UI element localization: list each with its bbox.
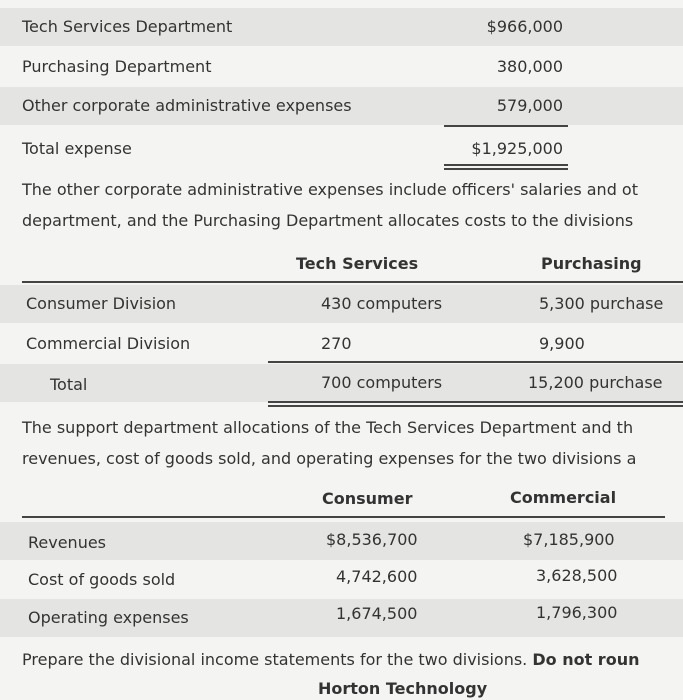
division-row [0,599,683,637]
total-double-rule-top [444,164,568,166]
allocation-label: Consumer Division [26,294,177,313]
division-label: Cost of goods sold [28,570,176,589]
division-row [0,561,683,599]
division-commercial-value: 1,796,300 [536,603,618,622]
expense-total-row [0,130,683,168]
subtotal-rule [444,125,568,127]
company-heading: Horton Technology [318,679,488,698]
expense-value: 380,000 [496,57,563,76]
expense-value: $966,000 [486,17,563,36]
allocation-purchasing: 9,900 [539,334,585,353]
instruction-text: Prepare the divisional income statements for the two divisions. [22,650,528,669]
division-label: Revenues [28,533,107,552]
expense-row [0,48,683,86]
allocation-purchasing: 5,300 purchase [539,294,664,313]
allocation-row [0,325,683,363]
allocation-total-label: Total [50,375,88,394]
division-consumer-value: 1,674,500 [336,604,418,623]
allocation-row [0,285,683,323]
header-consumer: Consumer [322,489,413,508]
division-row [0,522,683,560]
instruction-line [22,644,639,676]
instruction-bold: Do not roun [532,650,640,669]
division-label: Operating expenses [28,608,189,627]
division-commercial-value: $7,185,900 [523,530,615,549]
expense-total-value: $1,925,000 [471,139,563,158]
expense-label: Other corporate administrative expenses [22,96,352,115]
expense-value: 579,000 [496,96,563,115]
allocation-label: Commercial Division [26,334,191,353]
allocation-total-tech: 700 computers [321,373,443,392]
header-rule [22,281,683,283]
header-purchasing: Purchasing [541,254,642,273]
allocation-subtotal-rule [268,361,683,363]
allocation-tech: 430 computers [321,294,443,313]
allocation-total-purchasing: 15,200 purchase [528,373,663,392]
allocation-double-rule-top [268,401,683,403]
total-double-rule-bottom [444,168,568,170]
paragraph-line: department, and the Purchasing Department allocates costs to the divisions [22,211,634,230]
header-rule [22,516,665,518]
allocation-tech: 270 [321,334,352,353]
expense-row [0,8,683,46]
expense-row [0,87,683,125]
expense-label: Tech Services Department [22,17,233,36]
expense-label: Purchasing Department [22,57,212,76]
allocation-total-row [0,364,683,402]
allocation-double-rule-bottom [268,405,683,407]
expense-total-label: Total expense [22,139,132,158]
header-commercial: Commercial [510,488,617,507]
division-commercial-value: 3,628,500 [536,566,618,585]
division-consumer-value: 4,742,600 [336,567,418,586]
paragraph-line: revenues, cost of goods sold, and operating expenses for the two divisions a [22,449,637,468]
paragraph-line: The other corporate administrative expenses include officers' salaries and ot [22,180,638,199]
paragraph-line: The support department allocations of the Tech Services Department and th [22,418,634,437]
header-tech-services: Tech Services [296,254,419,273]
division-consumer-value: $8,536,700 [326,530,418,549]
